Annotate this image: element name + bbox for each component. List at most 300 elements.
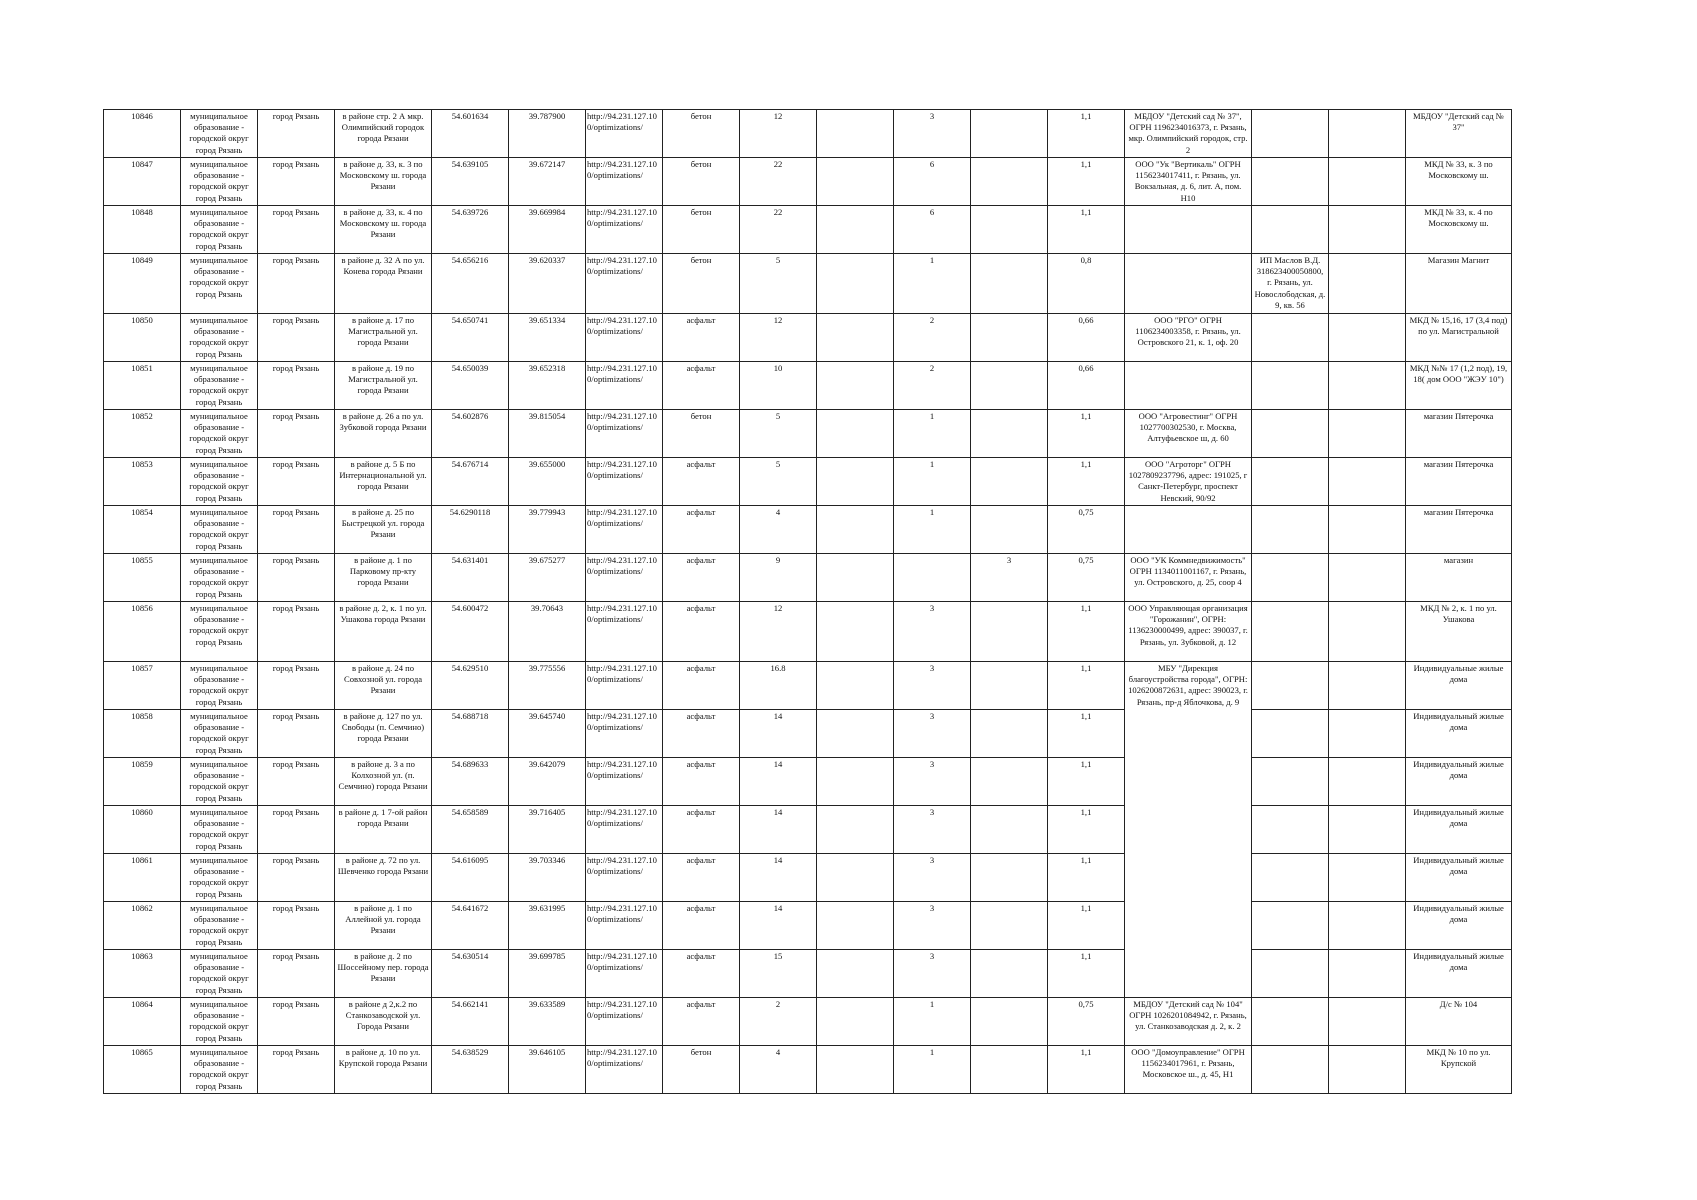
latitude-cell: 54.650741: [432, 314, 509, 362]
containers-cell: 2: [894, 362, 971, 410]
record-id-cell: 10861: [104, 854, 181, 902]
municipality-cell: муниципальное образование - городской округ город Рязань: [181, 110, 258, 158]
municipality-cell: муниципальное образование - городской округ город Рязань: [181, 710, 258, 758]
latitude-cell: 54.630514: [432, 950, 509, 998]
table-row: [104, 1046, 1512, 1094]
longitude-cell: 39.787900: [509, 110, 586, 158]
containers-cell: 6: [894, 206, 971, 254]
settlement-cell: город Рязань: [258, 758, 335, 806]
map-link-cell[interactable]: http://94.231.127.10 0/optimizations/: [586, 602, 663, 662]
longitude-cell: 39.642079: [509, 758, 586, 806]
record-id-cell: 10855: [104, 554, 181, 602]
map-link-cell[interactable]: http://94.231.127.10 0/optimizations/: [586, 902, 663, 950]
entrepreneur-cell: [1252, 902, 1329, 950]
volume-cell: 1,1: [1048, 110, 1125, 158]
containers-cell: 6: [894, 158, 971, 206]
waste-source-cell: МКД № 33, к. 4 по Московскому ш.: [1406, 206, 1512, 254]
longitude-cell: 39.703346: [509, 854, 586, 902]
empty-cell: [1329, 254, 1406, 314]
empty-cell: [1329, 950, 1406, 998]
bins-cell: [971, 902, 1048, 950]
empty-cell: [817, 458, 894, 506]
record-id-cell: 10860: [104, 806, 181, 854]
latitude-cell: 54.658589: [432, 806, 509, 854]
empty-cell: [817, 710, 894, 758]
entrepreneur-cell: [1252, 806, 1329, 854]
waste-source-cell: Магазин Магнит: [1406, 254, 1512, 314]
record-id-cell: 10858: [104, 710, 181, 758]
entrepreneur-cell: [1252, 158, 1329, 206]
volume-cell: 1,1: [1048, 902, 1125, 950]
record-id-cell: 10848: [104, 206, 181, 254]
table-row: [104, 950, 1512, 998]
entrepreneur-cell: [1252, 506, 1329, 554]
empty-cell: [817, 602, 894, 662]
settlement-cell: город Рязань: [258, 110, 335, 158]
bins-cell: [971, 110, 1048, 158]
address-cell: в районе д. 3 а по Колхозной ул. (п. Семчино) города Рязани: [335, 758, 432, 806]
bins-cell: [971, 710, 1048, 758]
empty-cell: [817, 314, 894, 362]
entrepreneur-cell: [1252, 854, 1329, 902]
waste-source-cell: МКД №№ 17 (1,2 под), 19, 18( дом ООО "ЖЭУ 10"): [1406, 362, 1512, 410]
empty-cell: [1329, 554, 1406, 602]
surface-cell: асфальт: [663, 806, 740, 854]
settlement-cell: город Рязань: [258, 362, 335, 410]
longitude-cell: 39.70643: [509, 602, 586, 662]
record-id-cell: 10851: [104, 362, 181, 410]
table-row: [104, 314, 1512, 362]
table-row: [104, 458, 1512, 506]
map-link-cell[interactable]: http://94.231.127.10 0/optimizations/: [586, 362, 663, 410]
area-cell: 15: [740, 950, 817, 998]
owner-cell: [1125, 506, 1252, 554]
owner-cell: ООО "Ук "Вертикаль" ОГРН 1156234017411, г. Рязань, ул. Вокзальная, д. 6, лит. А, пом. Н10: [1125, 158, 1252, 206]
map-link-cell[interactable]: http://94.231.127.10 0/optimizations/: [586, 314, 663, 362]
volume-cell: 0,75: [1048, 506, 1125, 554]
address-cell: в районе д. 1 по Парковому пр-кту города Рязани: [335, 554, 432, 602]
containers-cell: 3: [894, 110, 971, 158]
entrepreneur-cell: ИП Маслов В.Д. 318623400050800, г. Рязань, ул. Новослободская, д. 9, кв. 56: [1252, 254, 1329, 314]
area-cell: 5: [740, 254, 817, 314]
entrepreneur-cell: [1252, 410, 1329, 458]
table-row: [104, 854, 1512, 902]
containers-cell: 2: [894, 314, 971, 362]
volume-cell: 1,1: [1048, 854, 1125, 902]
waste-source-cell: магазин Пятерочка: [1406, 410, 1512, 458]
longitude-cell: 39.645740: [509, 710, 586, 758]
empty-cell: [817, 158, 894, 206]
area-cell: 5: [740, 458, 817, 506]
address-cell: в районе д. 1 по Аллейной ул. города Рязани: [335, 902, 432, 950]
area-cell: 9: [740, 554, 817, 602]
entrepreneur-cell: [1252, 602, 1329, 662]
empty-cell: [817, 206, 894, 254]
latitude-cell: 54.656216: [432, 254, 509, 314]
bins-cell: [971, 758, 1048, 806]
waste-source-cell: Индивидуальный жилые дома: [1406, 710, 1512, 758]
longitude-cell: 39.669984: [509, 206, 586, 254]
record-id-cell: 10849: [104, 254, 181, 314]
bins-cell: [971, 206, 1048, 254]
address-cell: в районе д. 2 по Шоссейному пер. города Рязани: [335, 950, 432, 998]
bins-cell: [971, 1046, 1048, 1094]
latitude-cell: 54.639105: [432, 158, 509, 206]
table-row: [104, 602, 1512, 662]
area-cell: 14: [740, 710, 817, 758]
empty-cell: [817, 362, 894, 410]
table-row: [104, 506, 1512, 554]
empty-cell: [1329, 458, 1406, 506]
owner-cell: ООО "Агровестинг" ОГРН 1027700302530, г. Москва, Алтуфьевское ш, д. 60: [1125, 410, 1252, 458]
map-link-cell[interactable]: http://94.231.127.10 0/optimizations/: [586, 662, 663, 710]
address-cell: в районе д. 2, к. 1 по ул. Ушакова города Рязани: [335, 602, 432, 662]
latitude-cell: 54.641672: [432, 902, 509, 950]
area-cell: 14: [740, 758, 817, 806]
volume-cell: 0,75: [1048, 554, 1125, 602]
latitude-cell: 54.639726: [432, 206, 509, 254]
municipality-cell: муниципальное образование - городской округ город Рязань: [181, 158, 258, 206]
volume-cell: 1,1: [1048, 758, 1125, 806]
waste-source-cell: МКД № 2, к. 1 по ул. Ушакова: [1406, 602, 1512, 662]
waste-source-cell: Индивидуальные жилые дома: [1406, 662, 1512, 710]
table-row: [104, 758, 1512, 806]
settlement-cell: город Рязань: [258, 206, 335, 254]
address-cell: в районе д. 24 по Совхозной ул. города Рязани: [335, 662, 432, 710]
entrepreneur-cell: [1252, 950, 1329, 998]
empty-cell: [817, 254, 894, 314]
owner-cell-merged: МБУ "Дирекция благоустройства города", ОГРН: 1026200872631, адрес: 390023, г. Рязань, пр-д Яблочкова, д. 9: [1125, 662, 1252, 998]
map-link-cell[interactable]: http://94.231.127.10 0/optimizations/: [586, 206, 663, 254]
empty-cell: [817, 410, 894, 458]
latitude-cell: 54.676714: [432, 458, 509, 506]
containers-cell: 3: [894, 854, 971, 902]
latitude-cell: 54.631401: [432, 554, 509, 602]
address-cell: в районе д. 25 по Быстрецкой ул. города Рязани: [335, 506, 432, 554]
volume-cell: 1,1: [1048, 458, 1125, 506]
waste-source-cell: МКД № 10 по ул. Крупской: [1406, 1046, 1512, 1094]
entrepreneur-cell: [1252, 110, 1329, 158]
map-link-cell[interactable]: http://94.231.127.10 0/optimizations/: [586, 854, 663, 902]
bins-cell: [971, 662, 1048, 710]
empty-cell: [817, 998, 894, 1046]
bins-cell: 3: [971, 554, 1048, 602]
map-link-cell[interactable]: http://94.231.127.10 0/optimizations/: [586, 710, 663, 758]
volume-cell: 1,1: [1048, 710, 1125, 758]
waste-source-cell: Индивидуальный жилые дома: [1406, 758, 1512, 806]
area-cell: 5: [740, 410, 817, 458]
table-row: [104, 410, 1512, 458]
empty-cell: [817, 506, 894, 554]
containers-cell: 3: [894, 902, 971, 950]
owner-cell: [1125, 254, 1252, 314]
containers-cell: 3: [894, 662, 971, 710]
municipality-cell: муниципальное образование - городской округ город Рязань: [181, 254, 258, 314]
empty-cell: [1329, 314, 1406, 362]
waste-source-cell: Индивидуальный жилые дома: [1406, 806, 1512, 854]
surface-cell: бетон: [663, 254, 740, 314]
address-cell: в районе д. 5 Б по Интернациональной ул. города Рязани: [335, 458, 432, 506]
latitude-cell: 54.688718: [432, 710, 509, 758]
area-cell: 14: [740, 902, 817, 950]
empty-cell: [817, 854, 894, 902]
municipality-cell: муниципальное образование - городской округ город Рязань: [181, 806, 258, 854]
address-cell: в районе д. 10 по ул. Крупской города Рязани: [335, 1046, 432, 1094]
municipality-cell: муниципальное образование - городской округ город Рязань: [181, 854, 258, 902]
address-cell: в районе д. 26 а по ул. Зубковой города Рязани: [335, 410, 432, 458]
entrepreneur-cell: [1252, 314, 1329, 362]
empty-cell: [1329, 206, 1406, 254]
owner-cell: ООО "Агроторг" ОГРН 1027809237796, адрес: 191025, г Санкт-Петербург, проспект Невский, 90/92: [1125, 458, 1252, 506]
longitude-cell: 39.651334: [509, 314, 586, 362]
area-cell: 22: [740, 158, 817, 206]
map-link-cell[interactable]: http://94.231.127.10 0/optimizations/: [586, 506, 663, 554]
bins-cell: [971, 254, 1048, 314]
address-cell: в районе стр. 2 А мкр. Олимпийский городок города Рязани: [335, 110, 432, 158]
map-link-cell[interactable]: http://94.231.127.10 0/optimizations/: [586, 110, 663, 158]
map-link-cell[interactable]: http://94.231.127.10 0/optimizations/: [586, 998, 663, 1046]
municipality-cell: муниципальное образование - городской округ город Рязань: [181, 314, 258, 362]
containers-cell: 3: [894, 602, 971, 662]
latitude-cell: 54.616095: [432, 854, 509, 902]
municipality-cell: муниципальное образование - городской округ город Рязань: [181, 458, 258, 506]
bins-cell: [971, 362, 1048, 410]
entrepreneur-cell: [1252, 998, 1329, 1046]
address-cell: в районе д. 1 7-ой район города Рязани: [335, 806, 432, 854]
record-id-cell: 10863: [104, 950, 181, 998]
settlement-cell: город Рязань: [258, 158, 335, 206]
area-cell: 4: [740, 1046, 817, 1094]
record-id-cell: 10847: [104, 158, 181, 206]
owner-cell: ООО "УК Коммнедвижимость" ОГРН 1134011001167, г. Рязань, ул. Островского, д. 25, соор 4: [1125, 554, 1252, 602]
area-cell: 12: [740, 602, 817, 662]
latitude-cell: 54.601634: [432, 110, 509, 158]
surface-cell: асфальт: [663, 602, 740, 662]
surface-cell: асфальт: [663, 758, 740, 806]
empty-cell: [1329, 410, 1406, 458]
area-cell: 12: [740, 110, 817, 158]
containers-cell: 3: [894, 710, 971, 758]
table-row: [104, 110, 1512, 158]
record-id-cell: 10850: [104, 314, 181, 362]
area-cell: 14: [740, 806, 817, 854]
address-cell: в районе д. 127 по ул. Свободы (п. Семчино) города Рязани: [335, 710, 432, 758]
volume-cell: 0,8: [1048, 254, 1125, 314]
latitude-cell: 54.6290118: [432, 506, 509, 554]
area-cell: 16.8: [740, 662, 817, 710]
latitude-cell: 54.662141: [432, 998, 509, 1046]
area-cell: 14: [740, 854, 817, 902]
empty-cell: [817, 554, 894, 602]
surface-cell: бетон: [663, 110, 740, 158]
longitude-cell: 39.631995: [509, 902, 586, 950]
longitude-cell: 39.815054: [509, 410, 586, 458]
bins-cell: [971, 314, 1048, 362]
map-link-cell[interactable]: http://94.231.127.10 0/optimizations/: [586, 158, 663, 206]
volume-cell: 1,1: [1048, 206, 1125, 254]
table-row: [104, 158, 1512, 206]
volume-cell: 0,66: [1048, 314, 1125, 362]
surface-cell: асфальт: [663, 506, 740, 554]
longitude-cell: 39.646105: [509, 1046, 586, 1094]
volume-cell: 0,66: [1048, 362, 1125, 410]
map-link-cell[interactable]: http://94.231.127.10 0/optimizations/: [586, 554, 663, 602]
surface-cell: асфальт: [663, 902, 740, 950]
surface-cell: асфальт: [663, 710, 740, 758]
entrepreneur-cell: [1252, 758, 1329, 806]
map-link-cell[interactable]: http://94.231.127.10 0/optimizations/: [586, 458, 663, 506]
map-link-cell[interactable]: http://94.231.127.10 0/optimizations/: [586, 806, 663, 854]
longitude-cell: 39.633589: [509, 998, 586, 1046]
volume-cell: 1,1: [1048, 1046, 1125, 1094]
municipality-cell: муниципальное образование - городской округ город Рязань: [181, 506, 258, 554]
longitude-cell: 39.699785: [509, 950, 586, 998]
table-row: [104, 806, 1512, 854]
empty-cell: [817, 110, 894, 158]
empty-cell: [817, 1046, 894, 1094]
surface-cell: асфальт: [663, 458, 740, 506]
containers-cell: 1: [894, 506, 971, 554]
bins-cell: [971, 158, 1048, 206]
containers-cell: [894, 554, 971, 602]
entrepreneur-cell: [1252, 554, 1329, 602]
bins-cell: [971, 506, 1048, 554]
empty-cell: [1329, 998, 1406, 1046]
table-row: [104, 902, 1512, 950]
record-id-cell: 10852: [104, 410, 181, 458]
empty-cell: [1329, 902, 1406, 950]
surface-cell: бетон: [663, 206, 740, 254]
map-link-cell[interactable]: http://94.231.127.10 0/optimizations/: [586, 410, 663, 458]
record-id-cell: 10856: [104, 602, 181, 662]
map-link-cell[interactable]: http://94.231.127.10 0/optimizations/: [586, 1046, 663, 1094]
empty-cell: [1329, 158, 1406, 206]
surface-cell: асфальт: [663, 998, 740, 1046]
containers-cell: 1: [894, 254, 971, 314]
settlement-cell: город Рязань: [258, 410, 335, 458]
municipality-cell: муниципальное образование - городской округ город Рязань: [181, 206, 258, 254]
map-link-cell[interactable]: http://94.231.127.10 0/optimizations/: [586, 254, 663, 314]
settlement-cell: город Рязань: [258, 662, 335, 710]
entrepreneur-cell: [1252, 710, 1329, 758]
waste-source-cell: магазин: [1406, 554, 1512, 602]
empty-cell: [1329, 110, 1406, 158]
settlement-cell: город Рязань: [258, 458, 335, 506]
empty-cell: [1329, 710, 1406, 758]
containers-cell: 1: [894, 458, 971, 506]
longitude-cell: 39.620337: [509, 254, 586, 314]
bins-cell: [971, 950, 1048, 998]
containers-cell: 3: [894, 950, 971, 998]
area-cell: 2: [740, 998, 817, 1046]
table-row: [104, 710, 1512, 758]
waste-source-cell: Индивидуальный жилые дома: [1406, 854, 1512, 902]
longitude-cell: 39.675277: [509, 554, 586, 602]
volume-cell: 1,1: [1048, 410, 1125, 458]
map-link-cell[interactable]: http://94.231.127.10 0/optimizations/: [586, 758, 663, 806]
table-row: [104, 998, 1512, 1046]
municipality-cell: муниципальное образование - городской округ город Рязань: [181, 950, 258, 998]
area-cell: 12: [740, 314, 817, 362]
bins-cell: [971, 998, 1048, 1046]
registry-table: [103, 109, 1512, 1094]
containers-cell: 1: [894, 1046, 971, 1094]
owner-cell: МБДОУ "Детский сад № 37", ОГРН 1196234016373, г. Рязань, мкр. Олимпийский городок, стр. 2: [1125, 110, 1252, 158]
table-row: [104, 554, 1512, 602]
owner-cell: [1125, 362, 1252, 410]
bins-cell: [971, 854, 1048, 902]
empty-cell: [817, 662, 894, 710]
record-id-cell: 10859: [104, 758, 181, 806]
municipality-cell: муниципальное образование - городской округ город Рязань: [181, 410, 258, 458]
entrepreneur-cell: [1252, 362, 1329, 410]
waste-source-cell: МКД № 15,16, 17 (3,4 под) по ул. Магистральной: [1406, 314, 1512, 362]
empty-cell: [817, 950, 894, 998]
waste-source-cell: Д/с № 104: [1406, 998, 1512, 1046]
entrepreneur-cell: [1252, 1046, 1329, 1094]
municipality-cell: муниципальное образование - городской округ город Рязань: [181, 902, 258, 950]
volume-cell: 1,1: [1048, 806, 1125, 854]
waste-source-cell: магазин Пятерочка: [1406, 458, 1512, 506]
settlement-cell: город Рязань: [258, 1046, 335, 1094]
settlement-cell: город Рязань: [258, 854, 335, 902]
record-id-cell: 10865: [104, 1046, 181, 1094]
bins-cell: [971, 806, 1048, 854]
surface-cell: бетон: [663, 158, 740, 206]
waste-source-cell: Индивидуальный жилые дома: [1406, 950, 1512, 998]
empty-cell: [1329, 854, 1406, 902]
containers-cell: 3: [894, 758, 971, 806]
empty-cell: [1329, 758, 1406, 806]
surface-cell: асфальт: [663, 950, 740, 998]
latitude-cell: 54.689633: [432, 758, 509, 806]
settlement-cell: город Рязань: [258, 506, 335, 554]
empty-cell: [1329, 362, 1406, 410]
volume-cell: 1,1: [1048, 662, 1125, 710]
area-cell: 4: [740, 506, 817, 554]
volume-cell: 1,1: [1048, 158, 1125, 206]
settlement-cell: город Рязань: [258, 998, 335, 1046]
settlement-cell: город Рязань: [258, 314, 335, 362]
address-cell: в районе д. 32 А по ул. Конева города Рязани: [335, 254, 432, 314]
surface-cell: асфальт: [663, 314, 740, 362]
longitude-cell: 39.672147: [509, 158, 586, 206]
owner-cell: [1125, 206, 1252, 254]
municipality-cell: муниципальное образование - городской округ город Рязань: [181, 602, 258, 662]
empty-cell: [817, 902, 894, 950]
waste-source-cell: МБДОУ "Детский сад № 37": [1406, 110, 1512, 158]
surface-cell: асфальт: [663, 554, 740, 602]
containers-cell: 3: [894, 806, 971, 854]
empty-cell: [1329, 506, 1406, 554]
surface-cell: асфальт: [663, 854, 740, 902]
bins-cell: [971, 458, 1048, 506]
record-id-cell: 10864: [104, 998, 181, 1046]
settlement-cell: город Рязань: [258, 902, 335, 950]
owner-cell: МБДОУ "Детский сад № 104" ОГРН 1026201084942, г. Рязань, ул. Станкозаводская д. 2, к. 2: [1125, 998, 1252, 1046]
address-cell: в районе д. 33, к. 4 по Московскому ш. города Рязани: [335, 206, 432, 254]
entrepreneur-cell: [1252, 662, 1329, 710]
table-body: [104, 110, 1512, 1094]
map-link-cell[interactable]: http://94.231.127.10 0/optimizations/: [586, 950, 663, 998]
latitude-cell: 54.650039: [432, 362, 509, 410]
bins-cell: [971, 602, 1048, 662]
surface-cell: бетон: [663, 1046, 740, 1094]
entrepreneur-cell: [1252, 206, 1329, 254]
longitude-cell: 39.779943: [509, 506, 586, 554]
longitude-cell: 39.652318: [509, 362, 586, 410]
address-cell: в районе д. 33, к. 3 по Московскому ш. города Рязани: [335, 158, 432, 206]
